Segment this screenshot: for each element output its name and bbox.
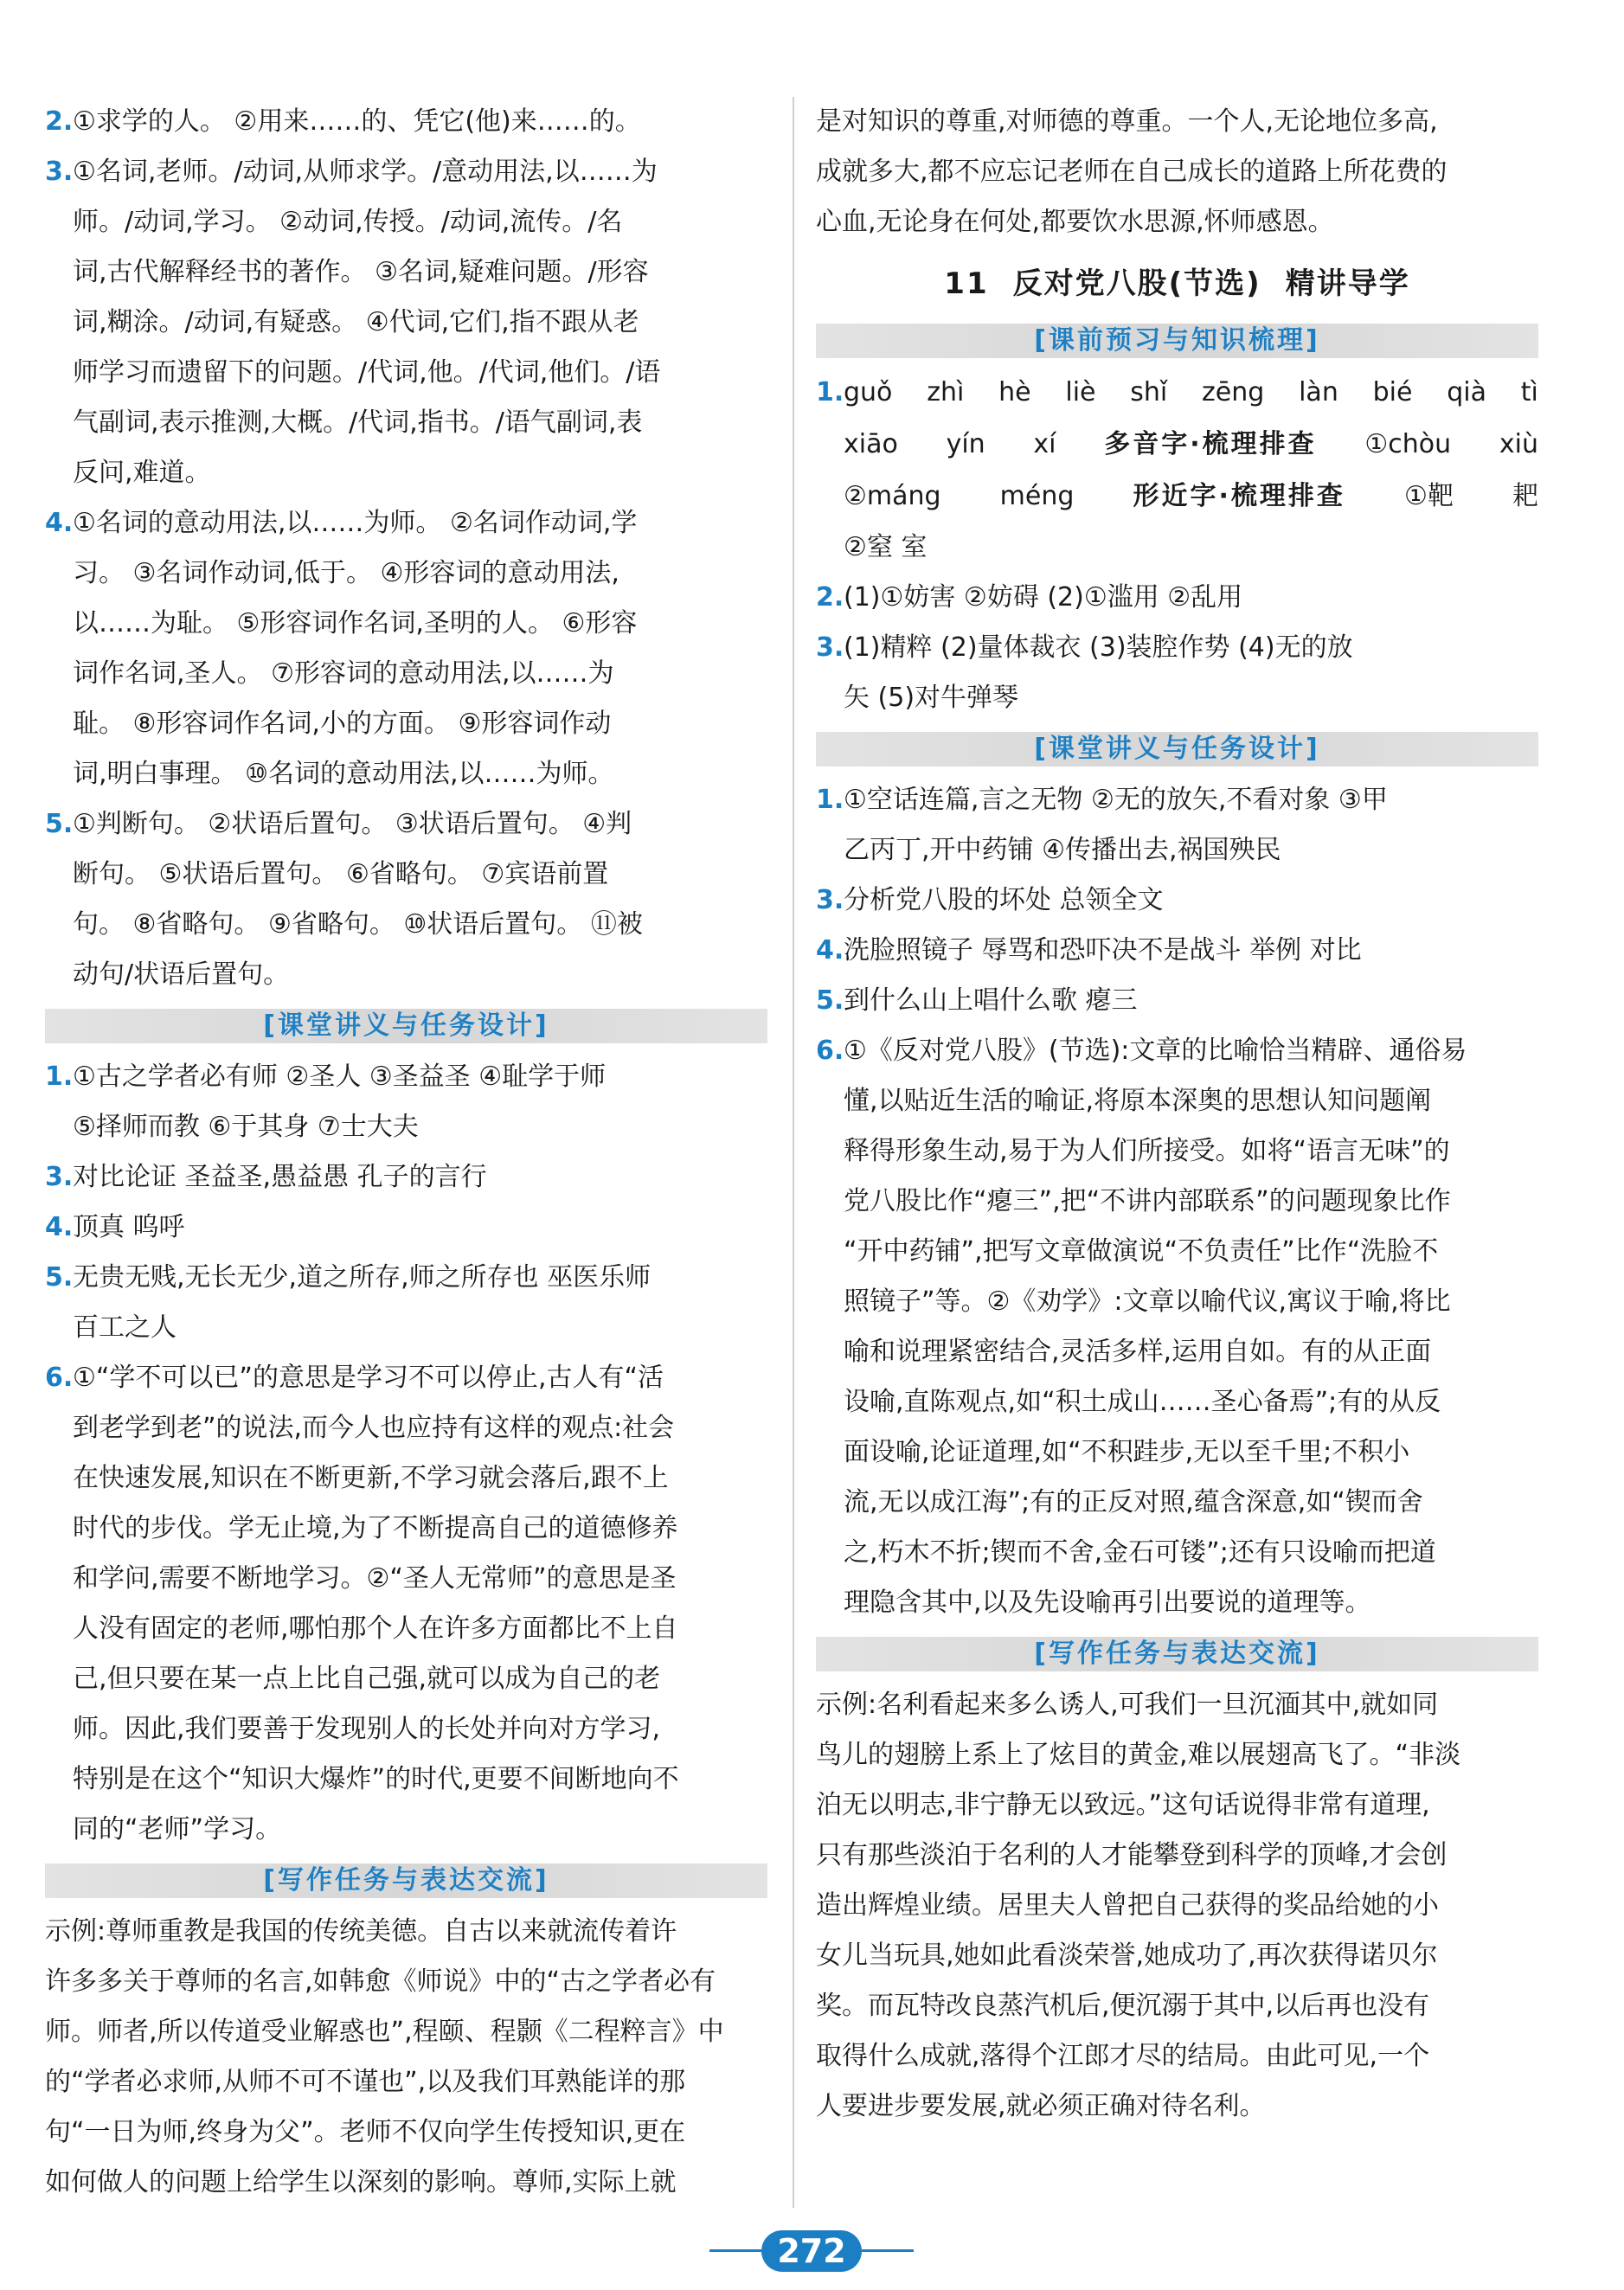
answer-3-line: 师。/动词,学习。 ②动词,传授。/动词,流传。/名 xyxy=(73,207,623,237)
answer-6-line: 特别是在这个“知识大爆炸”的时代,更要不间断地向不 xyxy=(73,1764,679,1794)
column-divider xyxy=(793,97,794,2208)
pinyin: tì xyxy=(1520,377,1538,407)
pinyin: yín xyxy=(946,429,985,459)
answer-3-line: 矢 (5)对牛弹琴 xyxy=(844,683,1019,713)
lesson-tag: 精讲导学 xyxy=(1285,266,1410,301)
answer-6-line: 己,但只要在某一点上比自己强,就可以成为自己的老 xyxy=(73,1664,661,1694)
answer-number: 1. xyxy=(816,785,844,815)
answer-1-line: ⑤择师而教 ⑥于其身 ⑦士大夫 xyxy=(73,1112,419,1142)
writing-line: 只有那些淡泊于名利的人才能攀登到科学的顶峰,才会创 xyxy=(816,1840,1447,1870)
character: ①靶 xyxy=(1404,481,1454,511)
answer-text: ①空话连篇,言之无物 ②无的放矢,不看对象 ③甲 xyxy=(844,785,1388,815)
lesson-title xyxy=(816,253,1538,315)
pinyin: ②máng xyxy=(844,481,941,511)
answer-4 xyxy=(45,1203,767,1253)
right-column xyxy=(816,97,1538,2132)
pinyin: bié xyxy=(1372,377,1413,407)
section-header-classroom: [课堂讲义与任务设计] xyxy=(816,732,1538,767)
answer-6-line: 人没有固定的老师,哪怕那个人在许多方面都比不上自 xyxy=(73,1613,678,1644)
answer-3-line: 反问,难道。 xyxy=(73,458,211,488)
writing-line: 取得什么成就,落得个江郎才尽的结局。由此可见,一个 xyxy=(816,2041,1430,2071)
answer-3-line: 师学习而遗留下的问题。/代词,他。/代词,他们。/语 xyxy=(73,357,661,388)
writing-line: 的“学者必求师,从师不可不谨也”,以及我们耳熟能详的那 xyxy=(45,2067,686,2097)
pinyin-row-1 xyxy=(816,367,1538,419)
answer-3-line: 词,糊涂。/动词,有疑惑。 ④代词,它们,指不跟从老 xyxy=(73,307,639,337)
answer-1 xyxy=(45,1052,767,1102)
writing-line: 造出辉煌业绩。居里夫人曾把自己获得的奖品给她的小 xyxy=(816,1890,1439,1921)
answer-1 xyxy=(816,775,1538,825)
pinyin: zēng xyxy=(1202,377,1265,407)
pinyin: liè xyxy=(1065,377,1096,407)
writing-line: 鸟儿的翅膀上系上了炫目的黄金,难以展翅高飞了。“非淡 xyxy=(816,1740,1461,1770)
answer-text: 无贵无贱,无长无少,道之所存,师之所存也 巫医乐师 xyxy=(73,1262,652,1293)
answer-text: (1)精粹 (2)量体裁衣 (3)装腔作势 (4)无的放 xyxy=(844,632,1353,663)
answer-text: ①名词,老师。/动词,从师求学。/意动用法,以……为 xyxy=(73,157,658,187)
answer-text: ①判断句。 ②状语后置句。 ③状语后置句。 ④判 xyxy=(73,809,632,839)
answer-number: 6. xyxy=(816,1036,844,1066)
answer-4-line: 词作名词,圣人。 ⑦形容词的意动用法,以……为 xyxy=(73,658,614,689)
answer-text: 顶真 呜呼 xyxy=(73,1212,185,1242)
page-footer xyxy=(0,2225,1624,2277)
answer-3 xyxy=(816,623,1538,673)
answer-number: 4. xyxy=(45,508,74,538)
answer-number: 5. xyxy=(45,1262,74,1293)
pinyin: qià xyxy=(1447,377,1486,407)
left-column xyxy=(45,97,767,2208)
answer-6-line: 师。因此,我们要善于发现别人的长处并向对方学习, xyxy=(73,1714,661,1744)
answer-text: 对比论证 圣益圣,愚益愚 孔子的言行 xyxy=(73,1162,487,1192)
answer-number: 3. xyxy=(816,885,844,915)
answer-2 xyxy=(816,573,1538,623)
answer-6-line: 释得形象生动,易于为人们所接受。如将“语言无味”的 xyxy=(844,1136,1450,1166)
answer-number: 2. xyxy=(816,582,844,613)
answer-6 xyxy=(45,1353,767,1403)
pinyin-row-3 xyxy=(816,471,1538,523)
writing-line: 人要进步要发展,就必须正确对待名利。 xyxy=(816,2091,1266,2121)
answer-6-line: 照镜子”等。②《劝学》:文章以喻代议,寓议于喻,将比 xyxy=(844,1286,1451,1317)
writing-line: 师。师者,所以传道受业解惑也”,程颐、程颢《二程粹言》中 xyxy=(45,2017,724,2047)
answer-number: 2. xyxy=(45,106,74,137)
answer-6-line: 理隐含其中,以及先设喻再引出要说的道理等。 xyxy=(844,1588,1371,1618)
answer-6-line: 同的“老师”学习。 xyxy=(73,1814,282,1844)
answer-6-line: 设喻,直陈观点,如“积土成山……圣心备焉”;有的从反 xyxy=(844,1387,1441,1417)
writing-line: 如何做人的问题上给学生以深刻的影响。尊师,实际上就 xyxy=(45,2167,677,2197)
pinyin: shǐ xyxy=(1130,377,1168,407)
answer-5-line: 百工之人 xyxy=(73,1312,177,1343)
answer-text: 到什么山上唱什么歌 瘪三 xyxy=(844,985,1138,1016)
answer-5-line: 动句/状语后置句。 xyxy=(73,959,290,990)
polyphone-label: 多音字·梳理排查 xyxy=(1104,429,1317,459)
answer-6-line: 和学问,需要不断地学习。②“圣人无常师”的意思是圣 xyxy=(73,1563,677,1594)
answer-number: 5. xyxy=(45,809,74,839)
answer-number: 1. xyxy=(45,1062,74,1092)
answer-4-line: 词,明白事理。 ⑩名词的意动用法,以……为师。 xyxy=(73,759,614,789)
lesson-name: 反对党八股(节选) xyxy=(1012,266,1261,301)
answer-5-line: 断句。 ⑤状语后置句。 ⑥省略句。 ⑦宾语前置 xyxy=(73,859,609,889)
answer-6-line: 流,无以成江海”;有的正反对照,蕴含深意,如“锲而舍 xyxy=(844,1487,1423,1517)
pinyin: guǒ xyxy=(844,377,893,407)
answer-6-line: 时代的步伐。学无止境,为了不断提高自己的道德修养 xyxy=(73,1513,678,1543)
answer-2 xyxy=(45,97,767,147)
writing-line: 示例:名利看起来多么诱人,可我们一旦沉湎其中,就如同 xyxy=(816,1690,1439,1720)
answer-5-line: 句。 ⑧省略句。 ⑨省略句。 ⑩状语后置句。 ⑪被 xyxy=(73,909,643,940)
answer-6-line: 在快速发展,知识在不断更新,不学习就会落后,跟不上 xyxy=(73,1463,669,1493)
pinyin: xí xyxy=(1033,429,1056,459)
answer-text: 分析党八股的坏处 总领全文 xyxy=(844,885,1164,915)
pinyin: ①chòu xyxy=(1364,429,1452,459)
answer-3-line: 词,古代解释经书的著作。 ③名词,疑难问题。/形容 xyxy=(73,257,649,287)
answer-number: 5. xyxy=(816,985,844,1016)
answer-3 xyxy=(816,876,1538,926)
answer-4-line: 耻。 ⑧形容词作名词,小的方面。 ⑨形容词作动 xyxy=(73,709,612,739)
pinyin-row-2 xyxy=(816,419,1538,471)
pinyin: xiù xyxy=(1499,429,1538,459)
page-number: 272 xyxy=(761,2230,862,2272)
answer-5 xyxy=(45,799,767,850)
footer-rule-left xyxy=(709,2249,761,2252)
answer-text: 洗脸照镜子 辱骂和恐吓决不是战斗 举例 对比 xyxy=(844,935,1362,965)
section-header-classroom: [课堂讲义与任务设计] xyxy=(45,1009,767,1043)
writing-line: 泊无以明志,非宁静无以致远。”这句话说得非常有道理, xyxy=(816,1790,1430,1820)
answer-6-line: “开中药铺”,把写文章做演说“不负责任”比作“洗脸不 xyxy=(844,1236,1439,1267)
answer-text: ①《反对党八股》(节选):文章的比喻恰当精辟、通俗易 xyxy=(844,1036,1467,1066)
answer-5 xyxy=(45,1253,767,1303)
answer-4-line: 以……为耻。 ⑤形容词作名词,圣明的人。 ⑥形容 xyxy=(73,608,638,638)
pinyin: làn xyxy=(1299,377,1338,407)
answer-3 xyxy=(45,1152,767,1203)
answer-3 xyxy=(45,147,767,197)
pinyin: méng xyxy=(999,481,1075,511)
answer-6-line: 面设喻,论证道理,如“不积跬步,无以至千里;不积小 xyxy=(844,1437,1410,1467)
answer-5 xyxy=(816,976,1538,1026)
writing-line: 奖。而瓦特改良蒸汽机后,便沉溺于其中,以后再也没有 xyxy=(816,1991,1430,2021)
answer-4 xyxy=(45,498,767,548)
answer-number: 4. xyxy=(45,1212,74,1242)
writing-line: 许多多关于尊师的名言,如韩愈《师说》中的“古之学者必有 xyxy=(45,1966,716,1997)
answer-text: ①求学的人。 ②用来……的、凭它(他)来……的。 xyxy=(73,106,641,137)
answer-3-line: 气副词,表示推测,大概。/代词,指书。/语气副词,表 xyxy=(73,407,643,438)
character: 耙 xyxy=(1512,481,1538,511)
continued-line: 心血,无论身在何处,都要饮水思源,怀师感恩。 xyxy=(816,207,1334,237)
writing-line: 句“一日为师,终身为父”。老师不仅向学生传授知识,更在 xyxy=(45,2117,686,2147)
similar-char-label: 形近字·梳理排查 xyxy=(1133,481,1345,511)
answer-number: 4. xyxy=(816,935,844,965)
answer-6 xyxy=(816,1026,1538,1076)
answer-6-line: 喻和说理紧密结合,灵活多样,运用自如。有的从正面 xyxy=(844,1337,1432,1367)
section-header-writing: [写作任务与表达交流] xyxy=(45,1863,767,1898)
answer-6-line: 到老学到老”的说法,而今人也应持有这样的观点:社会 xyxy=(73,1413,675,1443)
section-header-writing: [写作任务与表达交流] xyxy=(816,1637,1538,1671)
answer-text: ①名词的意动用法,以……为师。 ②名词作动词,学 xyxy=(73,508,638,538)
section-header-preview: [课前预习与知识梳理] xyxy=(816,324,1538,358)
answer-6-line: 懂,以贴近生活的喻证,将原本深奥的思想认知问题阐 xyxy=(844,1086,1432,1116)
answer-number: 3. xyxy=(45,1162,74,1192)
answer-text: (1)①妨害 ②妨碍 (2)①滥用 ②乱用 xyxy=(844,582,1243,613)
answer-text: ①古之学者必有师 ②圣人 ③圣益圣 ④耻学于师 xyxy=(73,1062,607,1092)
answer-4-line: 习。 ③名词作动词,低于。 ④形容词的意动用法, xyxy=(73,558,619,588)
answer-1-line: 乙丙丁,开中药铺 ④传播出去,祸国殃民 xyxy=(844,835,1281,865)
writing-line: 示例:尊师重教是我国的传统美德。自古以来就流传着许 xyxy=(45,1916,677,1947)
answer-number: 3. xyxy=(45,157,74,187)
pinyin: zhì xyxy=(927,377,965,407)
answer-text: ①“学不可以已”的意思是学习不可以停止,古人有“活 xyxy=(73,1363,664,1393)
answer-6-line: 之,朽木不折;锲而不舍,金石可镂”;还有只设喻而把道 xyxy=(844,1537,1436,1568)
footer-rule-right xyxy=(862,2249,914,2252)
answer-number: 1. xyxy=(816,377,844,407)
pinyin-row-4: ②窒 室 xyxy=(844,532,928,562)
answer-number: 3. xyxy=(816,632,844,663)
continued-line: 是对知识的尊重,对师德的尊重。一个人,无论地位多高, xyxy=(816,106,1438,137)
answer-4 xyxy=(816,926,1538,976)
answer-6-line: 党八股比作“瘪三”,把“不讲内部联系”的问题现象比作 xyxy=(844,1186,1451,1216)
answer-number: 6. xyxy=(45,1363,74,1393)
pinyin: xiāo xyxy=(844,429,898,459)
writing-line: 女儿当玩具,她如此看淡荣誉,她成功了,再次获得诺贝尔 xyxy=(816,1940,1438,1971)
pinyin: hè xyxy=(998,377,1031,407)
lesson-number: 11 xyxy=(944,266,989,301)
continued-line: 成就多大,都不应忘记老师在自己成长的道路上所花费的 xyxy=(816,157,1447,187)
